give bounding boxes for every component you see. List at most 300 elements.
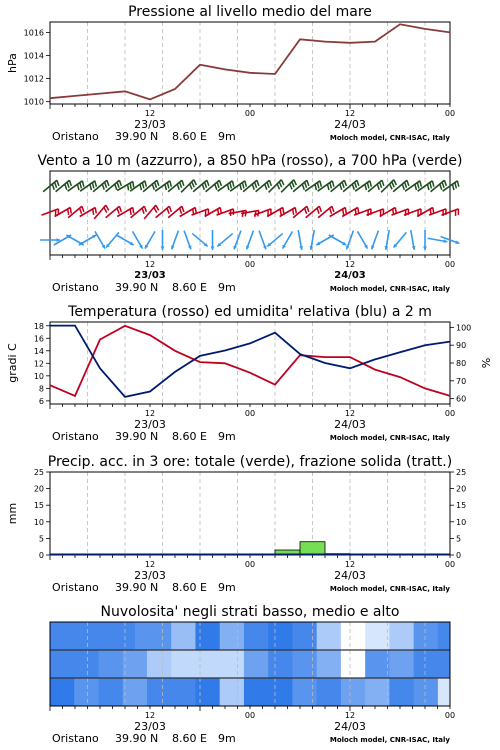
wind-feather — [152, 184, 154, 190]
wind-feather — [452, 184, 453, 190]
wind-feather — [332, 181, 333, 187]
y-axis-label: gradi C — [6, 343, 19, 383]
wind-feather — [442, 182, 444, 188]
x-tick-label: 12 — [344, 560, 356, 569]
wind-feather — [107, 180, 109, 186]
y-tick-label: 1014 — [23, 51, 44, 61]
wind-feather — [52, 184, 54, 190]
cloud-cell — [159, 678, 172, 706]
wind-feather — [207, 180, 209, 186]
wind-feather — [57, 180, 59, 186]
station-lon: 8.60 E — [172, 732, 207, 745]
cloud-cell — [414, 622, 427, 650]
cloud-cell — [402, 622, 415, 650]
station-lat: 39.90 N — [115, 130, 159, 143]
wind-feather — [390, 184, 392, 189]
wind-feather — [269, 180, 271, 186]
wind-feather — [380, 182, 382, 188]
cloud-cell — [159, 650, 172, 678]
wind-feather — [357, 180, 359, 186]
wind-feather — [317, 183, 318, 189]
wind-feather — [142, 183, 143, 189]
chart-title: Vento a 10 m (azzurro), a 850 hPa (rosso), a 700 hPa (verde) — [37, 153, 463, 169]
wind-feather — [102, 184, 104, 190]
x-tick-label: 12 — [144, 711, 156, 720]
wind-feather — [283, 208, 284, 214]
wind-feather — [219, 180, 221, 186]
wind-feather — [245, 181, 246, 187]
wind-feather — [144, 206, 146, 212]
y-tick-label: 5 — [456, 534, 462, 544]
wind-feather — [255, 182, 257, 188]
x-tick-label: 12 — [344, 109, 356, 118]
date-label: 24/03 — [334, 720, 366, 733]
cloud-cell — [208, 622, 221, 650]
station-elev: 9m — [218, 581, 236, 594]
wind-feather — [69, 180, 71, 186]
wind-feather — [280, 209, 281, 215]
date-label: 23/03 — [134, 569, 166, 582]
temperature-line — [50, 326, 450, 396]
cloud-cell — [377, 650, 390, 678]
chart-title: Precip. acc. in 3 ore: totale (verde), frazione solida (tratt.) — [47, 454, 453, 470]
wind-feather — [117, 182, 119, 188]
cloud-cell — [353, 622, 366, 650]
x-tick-label: 00 — [244, 109, 256, 118]
wind-feather — [279, 182, 281, 187]
cloud-cell — [62, 650, 75, 678]
wind-feather — [154, 207, 157, 212]
date-label: 24/03 — [334, 418, 366, 431]
cloud-cell — [86, 622, 99, 650]
wind-feather — [367, 183, 368, 189]
wind-feather — [330, 208, 332, 214]
precip-bar — [300, 542, 325, 555]
x-tick-label: 00 — [444, 711, 456, 720]
cloud-cell — [329, 678, 342, 706]
station-elev: 9m — [218, 732, 236, 745]
wind-feather — [167, 208, 169, 214]
wind-feather — [192, 182, 194, 187]
wind-feather — [117, 208, 119, 214]
cloud-cell — [183, 622, 196, 650]
cloud-cell — [438, 650, 451, 678]
cloud-cell — [389, 622, 402, 650]
cloud-cell — [50, 650, 63, 678]
y-tick-label: 100 — [456, 323, 472, 333]
cloud-cell — [135, 678, 148, 706]
wind-feather — [95, 181, 96, 187]
y-tick-label: 12 — [33, 359, 44, 369]
wind-feather — [182, 206, 184, 212]
wind-feather — [302, 184, 304, 190]
y-tick-label: 70 — [456, 376, 467, 386]
y-tick-label: 15 — [456, 501, 467, 511]
date-label: 24/03 — [334, 118, 366, 131]
cloud-cell — [256, 622, 269, 650]
humidity-line — [50, 326, 450, 397]
y-tick-label: 60 — [456, 394, 467, 404]
cloud-cell — [183, 650, 196, 678]
wind-feather — [405, 182, 407, 188]
wind-feather — [242, 183, 243, 189]
x-tick-label: 00 — [444, 409, 456, 418]
wind-feather — [305, 182, 307, 188]
cloud-cell — [365, 678, 378, 706]
wind-feather — [156, 205, 159, 210]
wind-feather — [167, 183, 168, 189]
wind-feather — [277, 184, 279, 189]
x-tick-label: 12 — [144, 109, 156, 118]
cloud-cell — [195, 678, 208, 706]
wind-feather — [80, 183, 81, 189]
cloud-cell — [98, 678, 111, 706]
cloud-cell — [414, 678, 427, 706]
cloud-cell — [62, 622, 75, 650]
wind-feather — [317, 208, 319, 214]
wind-feather — [344, 180, 346, 186]
wind-feather — [455, 183, 456, 189]
wind-feather — [182, 180, 184, 186]
x-tick-label: 12 — [344, 409, 356, 418]
panel-precip — [6, 454, 466, 594]
date-label: 24/03 — [334, 270, 366, 281]
wind-feather — [394, 180, 396, 185]
cloud-cell — [98, 650, 111, 678]
cloud-cell — [438, 678, 451, 706]
wind-feather — [345, 208, 346, 214]
wind-feather — [195, 208, 196, 214]
wind-feather — [252, 184, 254, 190]
cloud-cell — [86, 678, 99, 706]
chart-title: Nuvolosita' negli strati basso, medio e alto — [100, 604, 400, 620]
wind-feather — [332, 206, 334, 212]
station-lat: 39.90 N — [115, 281, 159, 294]
wind-arrowhead — [211, 246, 215, 250]
y-tick-label: 1010 — [23, 97, 44, 107]
wind-feather — [319, 206, 321, 212]
y-tick-label: 0 — [456, 551, 462, 560]
wind-feather — [352, 184, 354, 190]
model-credit: Moloch model, CNR-ISAC, Italy — [329, 434, 450, 442]
x-tick-label: 00 — [244, 260, 256, 269]
station-lat: 39.90 N — [115, 732, 159, 745]
wind-arrowhead — [161, 246, 165, 250]
station-lon: 8.60 E — [172, 430, 207, 443]
cloud-cell — [389, 650, 402, 678]
date-label: 23/03 — [134, 270, 166, 281]
wind-feather — [293, 209, 294, 215]
wind-feather — [327, 184, 328, 190]
y-tick-label: 8 — [38, 384, 44, 394]
wind-feather — [115, 184, 117, 190]
cloud-cell — [74, 650, 87, 678]
station-lon: 8.60 E — [172, 130, 207, 143]
wind-feather — [307, 206, 309, 212]
wind-feather — [194, 180, 196, 185]
cloud-cell — [147, 678, 160, 706]
cloud-cell — [62, 678, 75, 706]
cloud-cell — [268, 650, 281, 678]
cloud-cell — [98, 622, 111, 650]
cloud-cell — [280, 678, 293, 706]
x-tick-label: 00 — [244, 409, 256, 418]
cloud-cell — [256, 678, 269, 706]
wind-feather — [307, 180, 309, 186]
wind-feather — [432, 181, 433, 187]
wind-feather — [292, 182, 294, 187]
wind-feather — [340, 184, 342, 190]
wind-feather — [157, 180, 159, 186]
station-name: Oristano — [52, 281, 99, 294]
wind-feather — [232, 181, 233, 187]
wind-feather — [190, 184, 192, 189]
wind-feather — [220, 208, 221, 214]
wind-feather — [315, 184, 316, 190]
wind-feather — [343, 209, 344, 215]
station-elev: 9m — [218, 281, 236, 294]
wind-feather — [430, 183, 431, 189]
cloud-cell — [402, 650, 415, 678]
x-tick-label: 00 — [244, 711, 256, 720]
cloud-cell — [244, 678, 257, 706]
cloud-cell — [74, 622, 87, 650]
wind-feather — [417, 183, 418, 189]
y-tick-label: 14 — [33, 346, 44, 356]
cloud-cell — [292, 622, 305, 650]
wind-feather — [119, 180, 121, 186]
wind-feather — [215, 184, 217, 190]
wind-feather — [205, 182, 207, 188]
cloud-cell — [86, 650, 99, 678]
cloud-cell — [171, 650, 184, 678]
station-lon: 8.60 E — [172, 281, 207, 294]
wind-feather — [82, 206, 84, 212]
cloud-cell — [232, 650, 245, 678]
wind-feather — [145, 181, 146, 187]
wind-feather — [227, 184, 228, 190]
y-tick-label: 1012 — [23, 74, 44, 84]
wind-feather — [370, 181, 371, 187]
wind-feather — [290, 184, 292, 189]
cloud-cell — [426, 650, 439, 678]
cloud-cell — [135, 650, 148, 678]
wind-feather — [140, 184, 141, 190]
wind-feather — [202, 184, 204, 190]
wind-feather — [377, 184, 379, 190]
wind-feather — [440, 184, 442, 190]
wind-feather — [230, 183, 231, 189]
cloud-cell — [50, 622, 63, 650]
cloud-cell — [426, 622, 439, 650]
wind-feather — [457, 181, 458, 187]
wind-feather — [281, 180, 283, 185]
station-lon: 8.60 E — [172, 581, 207, 594]
cloud-cell — [317, 650, 330, 678]
date-label: 23/03 — [134, 418, 166, 431]
wind-feather — [106, 205, 109, 210]
wind-feather — [90, 184, 91, 190]
y-axis-label: hPa — [6, 53, 19, 73]
cloud-cell — [195, 622, 208, 650]
wind-feather — [80, 208, 82, 214]
cloud-cell — [438, 622, 451, 650]
cloud-cell — [341, 650, 354, 678]
wind-feather — [133, 182, 134, 188]
wind-feather — [104, 207, 107, 212]
wind-feather — [169, 206, 171, 212]
wind-feather — [68, 209, 69, 215]
station-name: Oristano — [52, 732, 99, 745]
cloud-cell — [305, 622, 318, 650]
y-tick-label: 16 — [33, 334, 44, 344]
wind-feather — [395, 208, 396, 214]
wind-feather — [365, 184, 366, 190]
station-name: Oristano — [52, 130, 99, 143]
wind-feather — [433, 208, 434, 214]
plot-frame — [50, 472, 450, 555]
model-credit: Moloch model, CNR-ISAC, Italy — [329, 134, 450, 142]
wind-feather — [130, 183, 131, 189]
x-tick-label: 00 — [444, 109, 456, 118]
y-tick-label: 10 — [456, 517, 467, 527]
y-tick-label: 0 — [38, 551, 44, 560]
cloud-cell — [135, 622, 148, 650]
model-credit: Moloch model, CNR-ISAC, Italy — [329, 285, 450, 293]
wind-feather — [257, 180, 259, 186]
wind-feather — [427, 184, 428, 190]
cloud-cell — [268, 622, 281, 650]
pressure-line — [50, 24, 450, 99]
wind-feather — [407, 180, 409, 186]
wind-feather — [95, 208, 96, 214]
wind-feather — [415, 184, 416, 190]
cloud-cell — [74, 678, 87, 706]
y-axis-label: % — [480, 357, 493, 369]
cloud-cell — [414, 650, 427, 678]
wind-feather — [240, 184, 241, 190]
wind-feather — [402, 184, 404, 190]
wind-feather — [267, 182, 269, 188]
y-tick-label: 10 — [33, 371, 44, 381]
x-tick-label: 00 — [444, 260, 456, 269]
wind-feather — [105, 182, 107, 188]
wind-feather — [358, 208, 359, 214]
wind-feather — [305, 208, 307, 214]
panel-temp_rh — [6, 304, 493, 443]
wind-feather — [77, 184, 78, 190]
wind-feather — [295, 208, 296, 214]
station-name: Oristano — [52, 430, 99, 443]
station-elev: 9m — [218, 430, 236, 443]
cloud-cell — [377, 678, 390, 706]
wind-feather — [444, 180, 446, 186]
cloud-cell — [232, 678, 245, 706]
chart-title: Pressione al livello medio del mare — [128, 4, 372, 20]
wind-feather — [119, 206, 121, 212]
y-tick-label: 1016 — [23, 28, 44, 38]
cloud-cell — [208, 678, 221, 706]
x-tick-label: 12 — [144, 260, 156, 269]
y-tick-label: 5 — [38, 534, 44, 544]
cloud-cell — [220, 650, 233, 678]
wind-feather — [55, 182, 57, 188]
chart-title: Temperatura (rosso) ed umidita' relativa (blu) a 2 m — [68, 304, 432, 320]
panel-wind — [37, 153, 462, 294]
cloud-cell — [305, 650, 318, 678]
plot-frame — [50, 22, 450, 104]
wind-feather — [177, 184, 179, 190]
date-label: 23/03 — [134, 118, 166, 131]
y-tick-label: 15 — [33, 501, 44, 511]
wind-feather — [392, 182, 394, 187]
cloud-cell — [292, 678, 305, 706]
cloud-cell — [341, 622, 354, 650]
cloud-cell — [183, 678, 196, 706]
wind-feather — [133, 208, 134, 214]
cloud-cell — [111, 678, 124, 706]
cloud-cell — [389, 678, 402, 706]
cloud-cell — [353, 650, 366, 678]
cloud-cell — [232, 622, 245, 650]
cloud-cell — [195, 650, 208, 678]
wind-arrowhead — [423, 246, 427, 250]
wind-feather — [70, 208, 71, 214]
station-lat: 39.90 N — [115, 430, 159, 443]
wind-feather — [65, 184, 67, 190]
wind-feather — [67, 182, 69, 188]
cloud-cell — [147, 650, 160, 678]
panel-clouds — [50, 604, 455, 745]
cloud-cell — [111, 650, 124, 678]
y-tick-label: 25 — [33, 468, 44, 477]
model-credit: Moloch model, CNR-ISAC, Italy — [329, 585, 450, 593]
cloud-cell — [353, 678, 366, 706]
cloud-cell — [341, 678, 354, 706]
cloud-cell — [256, 650, 269, 678]
cloud-cell — [402, 678, 415, 706]
cloud-cell — [305, 678, 318, 706]
y-tick-label: 80 — [456, 359, 467, 368]
wind-feather — [93, 209, 94, 215]
cloud-cell — [171, 622, 184, 650]
date-label: 23/03 — [134, 720, 166, 733]
date-label: 24/03 — [334, 569, 366, 582]
y-tick-label: 20 — [456, 484, 467, 494]
cloud-cell — [171, 678, 184, 706]
x-tick-label: 12 — [344, 711, 356, 720]
wind-feather — [142, 208, 144, 214]
wind-feather — [217, 182, 219, 188]
y-axis-label: mm — [6, 502, 19, 525]
wind-feather — [330, 183, 331, 189]
wind-feather — [130, 209, 131, 215]
wind-feather — [92, 183, 93, 189]
cloud-cell — [329, 622, 342, 650]
wind-feather — [155, 182, 157, 188]
y-tick-label: 10 — [33, 517, 44, 527]
x-tick-label: 12 — [144, 409, 156, 418]
cloud-cell — [159, 622, 172, 650]
cloud-cell — [426, 678, 439, 706]
x-tick-label: 12 — [344, 260, 356, 269]
y-tick-label: 6 — [38, 396, 44, 406]
wind-feather — [420, 181, 421, 187]
cloud-cell — [220, 678, 233, 706]
cloud-cell — [268, 678, 281, 706]
cloud-cell — [292, 650, 305, 678]
x-tick-label: 12 — [144, 560, 156, 569]
